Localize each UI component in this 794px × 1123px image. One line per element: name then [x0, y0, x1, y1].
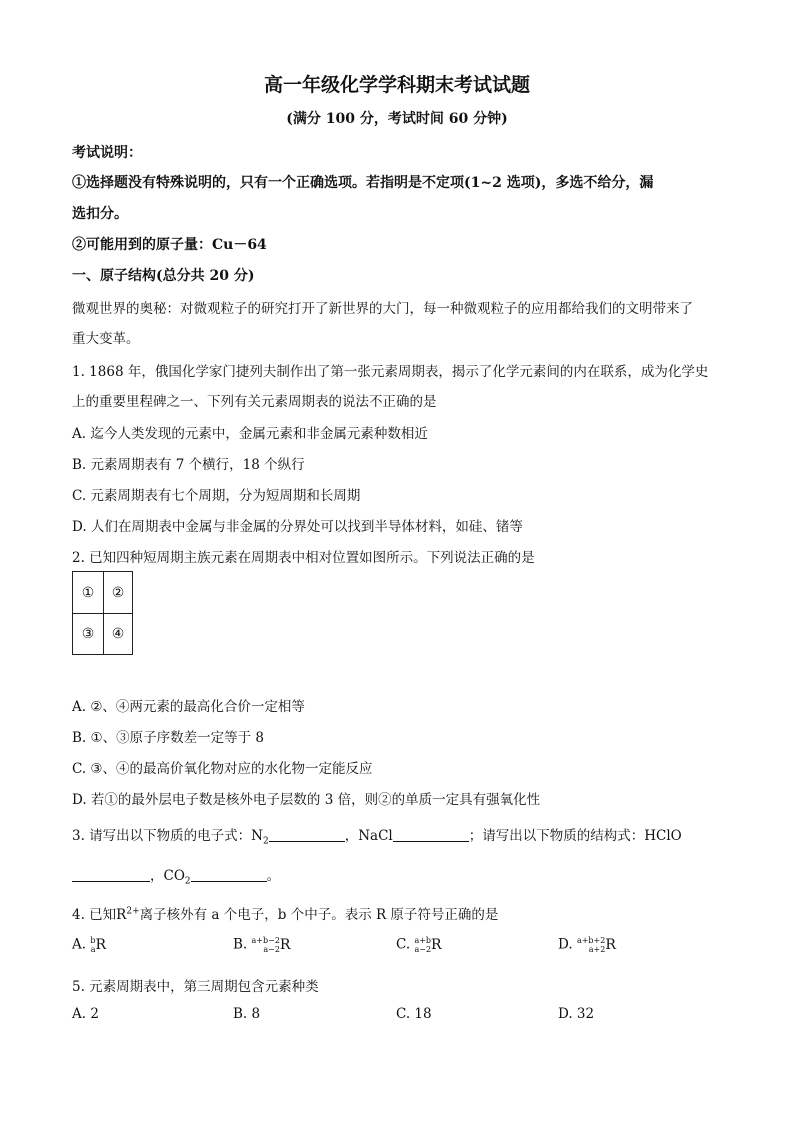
grid-cell-1: ①	[81, 585, 95, 601]
q3-separator-1: ，	[344, 828, 359, 844]
q4-option-d-number: a+2	[588, 945, 606, 954]
q1-option-a: A. 迄今人类发现的元素中，金属元素和非金属元素种数相近	[72, 426, 428, 442]
q4-stem	[72, 903, 498, 923]
q3-end: 。	[266, 868, 281, 884]
q3-co2-subscript: 2	[184, 876, 191, 887]
q4-ion-symbol: R	[116, 907, 127, 923]
q3-separator-2: ，	[150, 868, 164, 884]
q2-option-b: B. ①、③原子序数差一定等于 8	[72, 730, 264, 746]
q1-option-c: C. 元素周期表有七个周期，分为短周期和长周期	[72, 488, 361, 504]
q2-option-d: D. 若①的最外层电子数是核外电子层数的 3 倍，则②的单质一定具有强氧化性	[72, 792, 541, 808]
q3-line-2	[72, 864, 280, 887]
q3-n2: N	[251, 828, 263, 844]
q4-option-b-symbol: R	[279, 937, 291, 953]
q4-option-c-number: a−2	[414, 945, 432, 954]
q5-option-a: A. 2	[72, 1006, 99, 1022]
q3-line-1	[72, 824, 682, 847]
q4-option-d	[558, 936, 616, 954]
q3-nacl: NaCl	[358, 828, 393, 844]
q1-stem-line-2: 上的重要里程碑之一、下列有关元素周期表的说法不正确的是	[72, 394, 437, 410]
q4-option-c-label: C.	[396, 936, 411, 953]
instruction-item-2: ②可能用到的原子量：Cu－64	[72, 237, 267, 253]
q4-option-b-number: a−2	[263, 945, 280, 954]
q4-option-c	[396, 936, 442, 954]
q4-option-c-mass: a+b	[414, 936, 432, 945]
q5-stem: 5. 元素周期表中，第三周期包含元素种类	[72, 979, 319, 995]
q3-n2-subscript: 2	[262, 836, 269, 847]
answer-blank-hclo[interactable]	[72, 867, 150, 882]
q4-option-b-mass: a+b−2	[251, 936, 280, 945]
q4-option-d-label: D.	[558, 936, 573, 953]
q2-stem: 2. 已知四种短周期主族元素在周期表中相对位置如图所示。下列说法正确的是	[72, 550, 535, 566]
answer-blank-co2[interactable]	[191, 867, 267, 882]
section-1-intro-line-2: 重大变革。	[72, 331, 140, 347]
q1-option-b: B. 元素周期表有 7 个横行，18 个纵行	[72, 457, 305, 473]
grid-cell-4: ④	[111, 626, 125, 642]
q3-co2: CO	[163, 868, 185, 884]
page-title: 高一年级化学学科期末考试试题	[263, 74, 530, 96]
q2-option-c: C. ③、④的最高价氧化物对应的水化物一定能反应	[72, 761, 373, 777]
q4-option-a-symbol: R	[95, 937, 107, 953]
q4-option-a	[72, 936, 106, 954]
answer-blank-n2[interactable]	[269, 827, 345, 842]
q4-option-b	[233, 936, 290, 954]
q5-option-c: C. 18	[396, 1006, 432, 1022]
q4-option-a-notation	[90, 936, 106, 954]
q5-option-b: B. 8	[233, 1006, 261, 1022]
instruction-item-1-line-1: ①选择题没有特殊说明的，只有一个正确选项。若指明是不定项(1~2 选项)，多选不给分，漏	[72, 175, 654, 191]
q1-option-d: D. 人们在周期表中金属与非金属的分界处可以找到半导体材料，如硅、锗等	[72, 519, 523, 535]
q4-option-b-notation	[252, 936, 291, 954]
q4-option-a-mass: b	[90, 936, 96, 945]
q4-option-a-label: A.	[72, 936, 87, 953]
grid-cell-3: ③	[81, 626, 95, 642]
q2-option-a: A. ②、④两元素的最高化合价一定相等	[72, 699, 305, 715]
q1-stem-line-1: 1. 1868 年，俄国化学家门捷列夫制作出了第一张元素周期表，揭示了化学元素间的内在联系，成为化学史	[72, 364, 709, 380]
q3-part-2: ；请写出以下物质的结构式：HClO	[468, 828, 682, 844]
q4-option-d-symbol: R	[605, 937, 616, 953]
page-subtitle: (满分 100 分，考试时间 60 分钟)	[286, 111, 508, 127]
instruction-item-1-line-2: 选扣分。	[72, 206, 128, 222]
q4-option-c-notation	[414, 936, 441, 954]
q3-part-1: 3. 请写出以下物质的电子式：	[72, 828, 252, 844]
q4-stem-b: 离子核外有 a 个电子，b 个中子。表示 R 原子符号正确的是	[139, 907, 499, 923]
answer-blank-nacl[interactable]	[393, 827, 469, 842]
q4-option-a-number: a	[90, 945, 96, 954]
q4-option-d-mass: a+b+2	[576, 936, 606, 945]
grid-cell-2: ②	[111, 585, 125, 601]
instructions-heading: 考试说明：	[72, 145, 142, 161]
q4-option-c-symbol: R	[431, 937, 442, 953]
periodic-position-grid	[72, 571, 133, 655]
q5-option-d: D. 32	[558, 1006, 595, 1022]
section-1-intro-line-1: 微观世界的奥秘：对微观粒子的研究打开了新世界的大门，每一种微观粒子的应用都给我们的文明带来了	[72, 301, 693, 317]
q4-stem-a: 4. 已知	[72, 907, 117, 923]
q4-option-b-label: B.	[233, 936, 248, 953]
q4-ion-charge: 2+	[126, 906, 140, 917]
section-1-heading: 一、原子结构(总分共 20 分)	[72, 268, 255, 284]
q4-option-d-notation	[577, 936, 616, 954]
